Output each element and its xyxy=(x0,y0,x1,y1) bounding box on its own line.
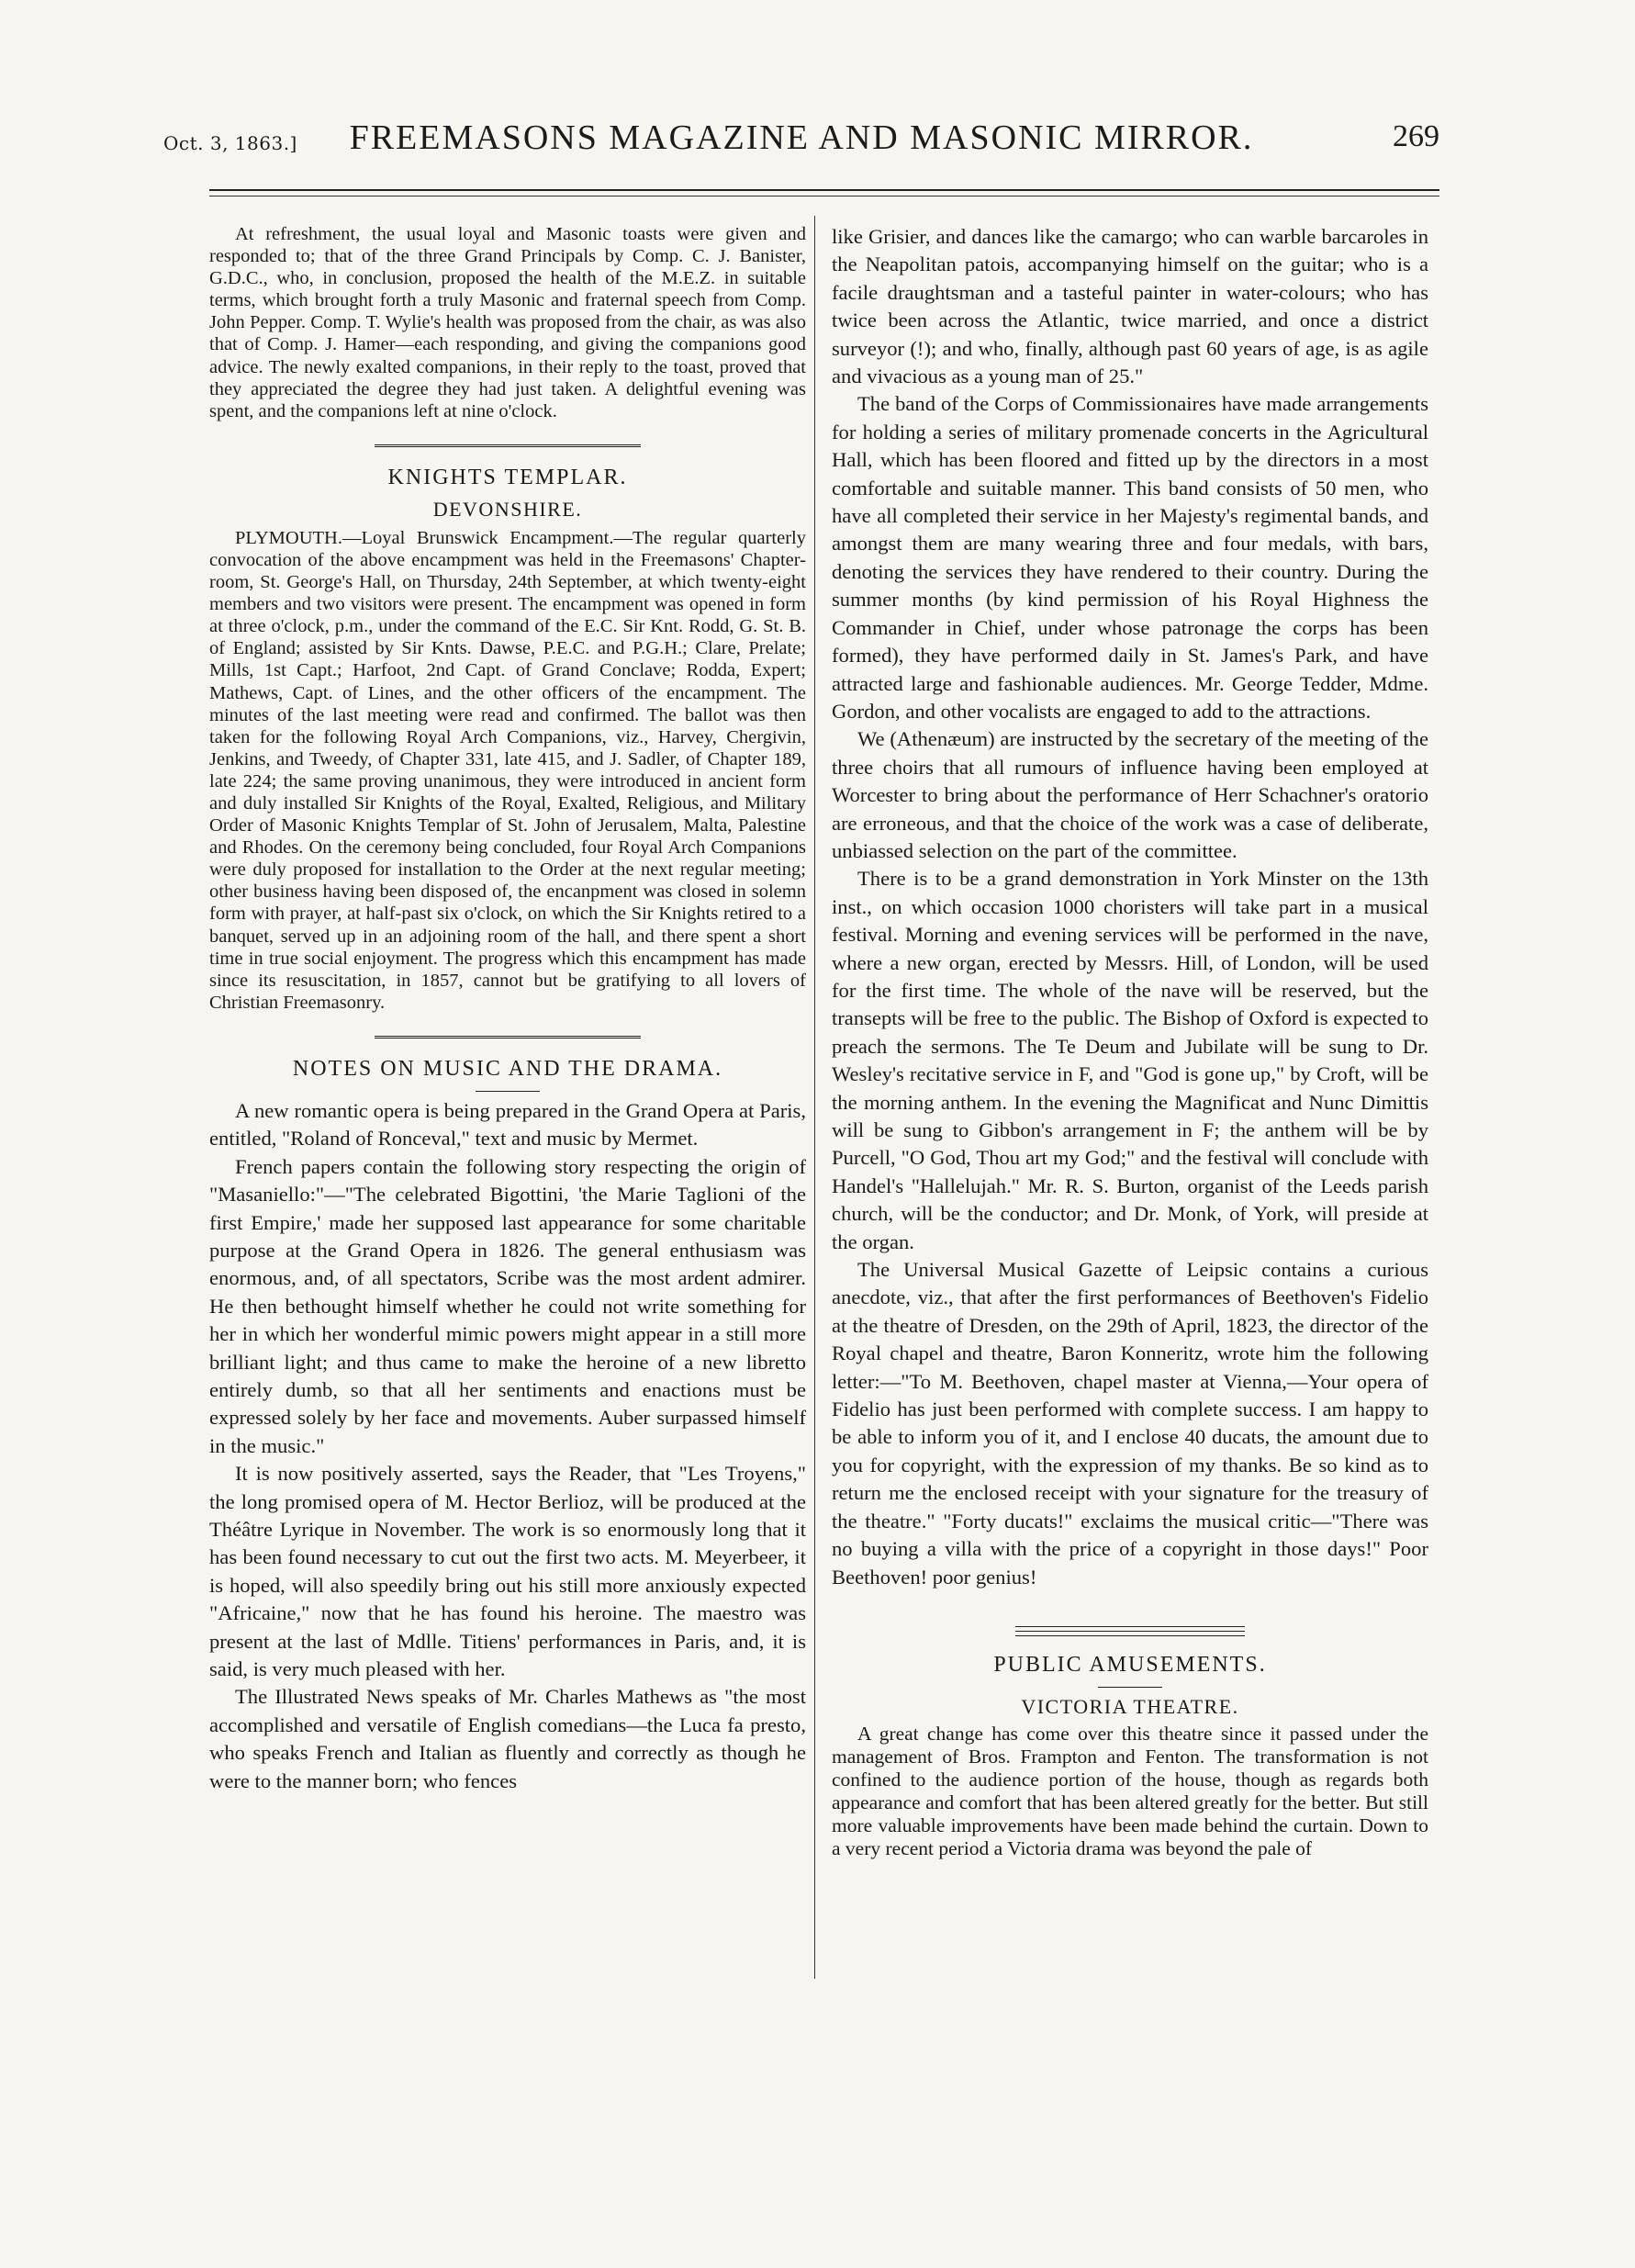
victoria-theatre-heading: VICTORIA THEATRE. xyxy=(1021,1694,1239,1718)
intro-paragraph: At refreshment, the usual loyal and Masonic toasts were given and responded to; that of the three Grand Principals by Comp. C. J. Banister, G.D.C., who, in conclusion, proposed the health of the M.E.Z. in suitable terms, which brought forth a truly Masonic and fraternal speech from Comp. John Pepper. Comp. T. Wylie's health was proposed from the chair, as was also that of Comp. J. Hamer—each responding, and giving the companions good advice. The newly exalted companions, in their reply to the toast, proved that they appreciated the degree they had just taken. A delightful evening was spent, and the companions left at nine o'clock. xyxy=(209,224,806,421)
heading-underline xyxy=(1098,1687,1162,1688)
knights-paragraph: PLYMOUTH.—Loyal Brunswick Encampment.—The regular quarterly convocation of the above encampment was held in the Freemasons' Chapter-room, St. George's Hall, on Thursday, 24th September, at which twenty-eight members and two visitors were present. The encampment was opened in form at three o'clock, p.m., under the command of the E.C. Sir Knt. Rodd, G. St. B. of England; assisted by Sir Knts. Dawse, P.E.C. and P.G.H.; Clare, Prelate; Mills, 1st Capt.; Harfoot, 2nd Capt. of Grand Conclave; Rodda, Expert; Mathews, Capt. of Lines, and the other officers of the encampment. The minutes of the last meeting were read and confirmed. The ballot was then taken for the following Royal Arch Companions, viz., Harvey, Chergivin, Jenkins, and Tweedy, of Chapter 331, late 415, and J. Sadler, of Chapter 189, late 224; the same proving unanimous, they were introduced in ancient form and duly installed Sir Knights of the Royal, Exalted, Religious, and Military Order of Masonic Knights Templar of St. John of Jerusalem, Malta, Palestine and Rhodes. On the ceremony being concluded, four Royal Arch Companions were duly proposed for installation to the Order at the next regular meeting; other business having been disposed of, the encanpment was closed in solemn form with prayer, at half-past six o'clock, on which the Sir Knights retired to a banquet, served up in an adjoining room of the hall, and there spent a short time in true social enjoyment. The progress which this encampment has made since its resuscitation, in 1857, cannot but be gratifying to all lovers of Christian Freemasonry. xyxy=(209,527,806,1013)
devonshire-heading: DEVONSHIRE. xyxy=(432,497,583,521)
section-rule xyxy=(1015,1626,1245,1636)
music-paragraph: The Illustrated News speaks of Mr. Charles Mathews as "the most accomplished and versatile of English comedians—the Luca fa presto, who speaks French and Italian as fluently and correctly as though he were to the manner born; who fences xyxy=(209,1685,806,1792)
music-drama-heading: NOTES ON MUSIC AND THE DRAMA. xyxy=(292,1056,723,1081)
article-paragraph: like Grisier, and dances like the camargo; who can warble barcaroles in the Neapolitan patois, accompanying himself on the guitar; who is a facile draughtsman and a tasteful painter in water-colours; who has twice been across the Atlantic, twice married, and once a district surveyor (!); and who, finally, although past 60 years of age, is as agile and vivacious as a young man of 25." xyxy=(832,225,1428,388)
article-paragraph: The band of the Corps of Commissionaires have made arrangements for holding a series of military promenade concerts in the Agricultural Hall, which has been floored and fitted up by the directors in a most comfortable and suitable manner. This band consists of 50 men, who have all completed their service in her Majesty's regimental bands, and amongst them are many wearing three and four medals, with bars, denoting the services they have rendered to their country. During the summer months (by kind permission of his Royal Highness the Commander in Chief, under whose patronage the corps has been formed), they have performed daily in St. James's Park, and have attracted large and fashionable audiences. Mr. George Tedder, Mdme. Gordon, and other vocalists are engaged to add to the attractions. xyxy=(832,392,1428,723)
public-amusements-heading: PUBLIC AMUSEMENTS. xyxy=(993,1652,1267,1677)
article-paragraph: There is to be a grand demonstration in York Minster on the 13th inst., on which occasion 1000 choristers will take part in a musical festival. Morning and evening services will be performed in the nave, where a new organ, erected by Messrs. Hill, of London, will be used for the first time. The whole of the nave will be reserved, but the transepts will be free to the public. The Bishop of Oxford is expected to preach the sermons. The Te Deum and Jubilate will be sung to Dr. Wesley's recitative service in F, and "God is gone up," by Croft, will be the morning anthem. In the evening the Magnificat and Nunc Dimittis will be sung to Gibbon's arrangement in F; the anthem will be by Purcell, "O God, Thou art my God;" and the festival will conclude with Handel's "Hallelujah." Mr. R. S. Burton, organist of the Leeds parish church, will be the conductor; and Dr. Monk, of York, will preside at the organ. xyxy=(832,867,1428,1253)
article-paragraph: We (Athenæum) are instructed by the secretary of the meeting of the three choirs that all rumours of influence having been employed at Worcester to bring about the performance of Herr Schachner's oratorio are erroneous, and that the choice of the work was a case of deliberate, unbiassed selection on the part of the committee. xyxy=(832,727,1428,862)
right-column xyxy=(832,223,1428,1860)
music-paragraph: It is now positively asserted, says the Reader, that "Les Troyens," the long promised opera of M. Hector Berlioz, will be produced at the Théâtre Lyrique in November. The work is so enormously long that it has been found necessary to cut out the first two acts. M. Meyerbeer, it is hoped, will also speedily bring out his still more anxiously expected "Africaine," now that he has found his heroine. The maestro was present at the last of Mdlle. Titiens' performances in Paris, and, it is said, is very much pleased with her. xyxy=(209,1462,806,1681)
header-rule xyxy=(209,189,1439,191)
music-paragraph: French papers contain the following story respecting the origin of "Masaniello:"—"The celebrated Bigottini, 'the Marie Taglioni of the first Empire,' made her supposed last appearance for some charitable purpose at the Grand Opera in 1826. The general enthusiasm was enormous, and, of all spectators, Scribe was the most ardent admirer. He then bethought himself whether he could not write something for her in which her wonderful mimic powers might appear in a still more brilliant light; and thus came to make the heroine of a new libretto entirely dumb, so that all her sentiments and enactions must be expressed solely by her face and movements. Auber surpassed himself in the music." xyxy=(209,1154,806,1457)
music-paragraph: A new romantic opera is being prepared in the Grand Opera at Paris, entitled, "Roland of Ronceval," text and music by Mermet. xyxy=(209,1098,806,1151)
section-rule xyxy=(375,444,641,449)
heading-underline xyxy=(476,1091,540,1092)
knights-templar-heading: KNIGHTS TEMPLAR. xyxy=(387,465,628,489)
issue-date: Oct. 3, 1863.] xyxy=(163,132,297,154)
page-header xyxy=(163,118,1439,165)
article-paragraph: The Universal Musical Gazette of Leipsic contains a curious anecdote, viz., that after the first performances of Beethoven's Fidelio at the theatre of Dresden, on the 29th of April, 1823, the director of the Royal chapel and theatre, Baron Konneritz, wrote him the following letter:—"To M. Beethoven, chapel master at Vienna,—Your opera of Fidelio has just been performed with complete success. I am happy to be able to inform you of it, and I enclose 40 ducats, the amount due to you for copyright, with the expression of my thanks. Be so kind as to return me the enclosed receipt with your signature for the treasury of the theatre." "Forty ducats!" exclaims the musical critic—"There was no buying a villa with the price of a copyright in those days!" Poor Beethoven! poor genius! xyxy=(832,1258,1428,1589)
section-rule xyxy=(375,1036,641,1040)
column-divider xyxy=(814,216,815,1979)
left-column xyxy=(209,223,806,1795)
magazine-title: FREEMASONS MAGAZINE AND MASONIC MIRROR. xyxy=(349,118,1254,157)
page-number: 269 xyxy=(1393,119,1439,153)
victoria-paragraph: A great change has come over this theatre since it passed under the management of Bros. Frampton and Fenton. The transformation is not confined to the audience portion of the house, though as regards both appearance and comfort that has been altered greatly for the better. But still more valuable improvements have been made behind the curtain. Down to a very recent period a Victoria drama was beyond the pale of xyxy=(832,1722,1428,1859)
